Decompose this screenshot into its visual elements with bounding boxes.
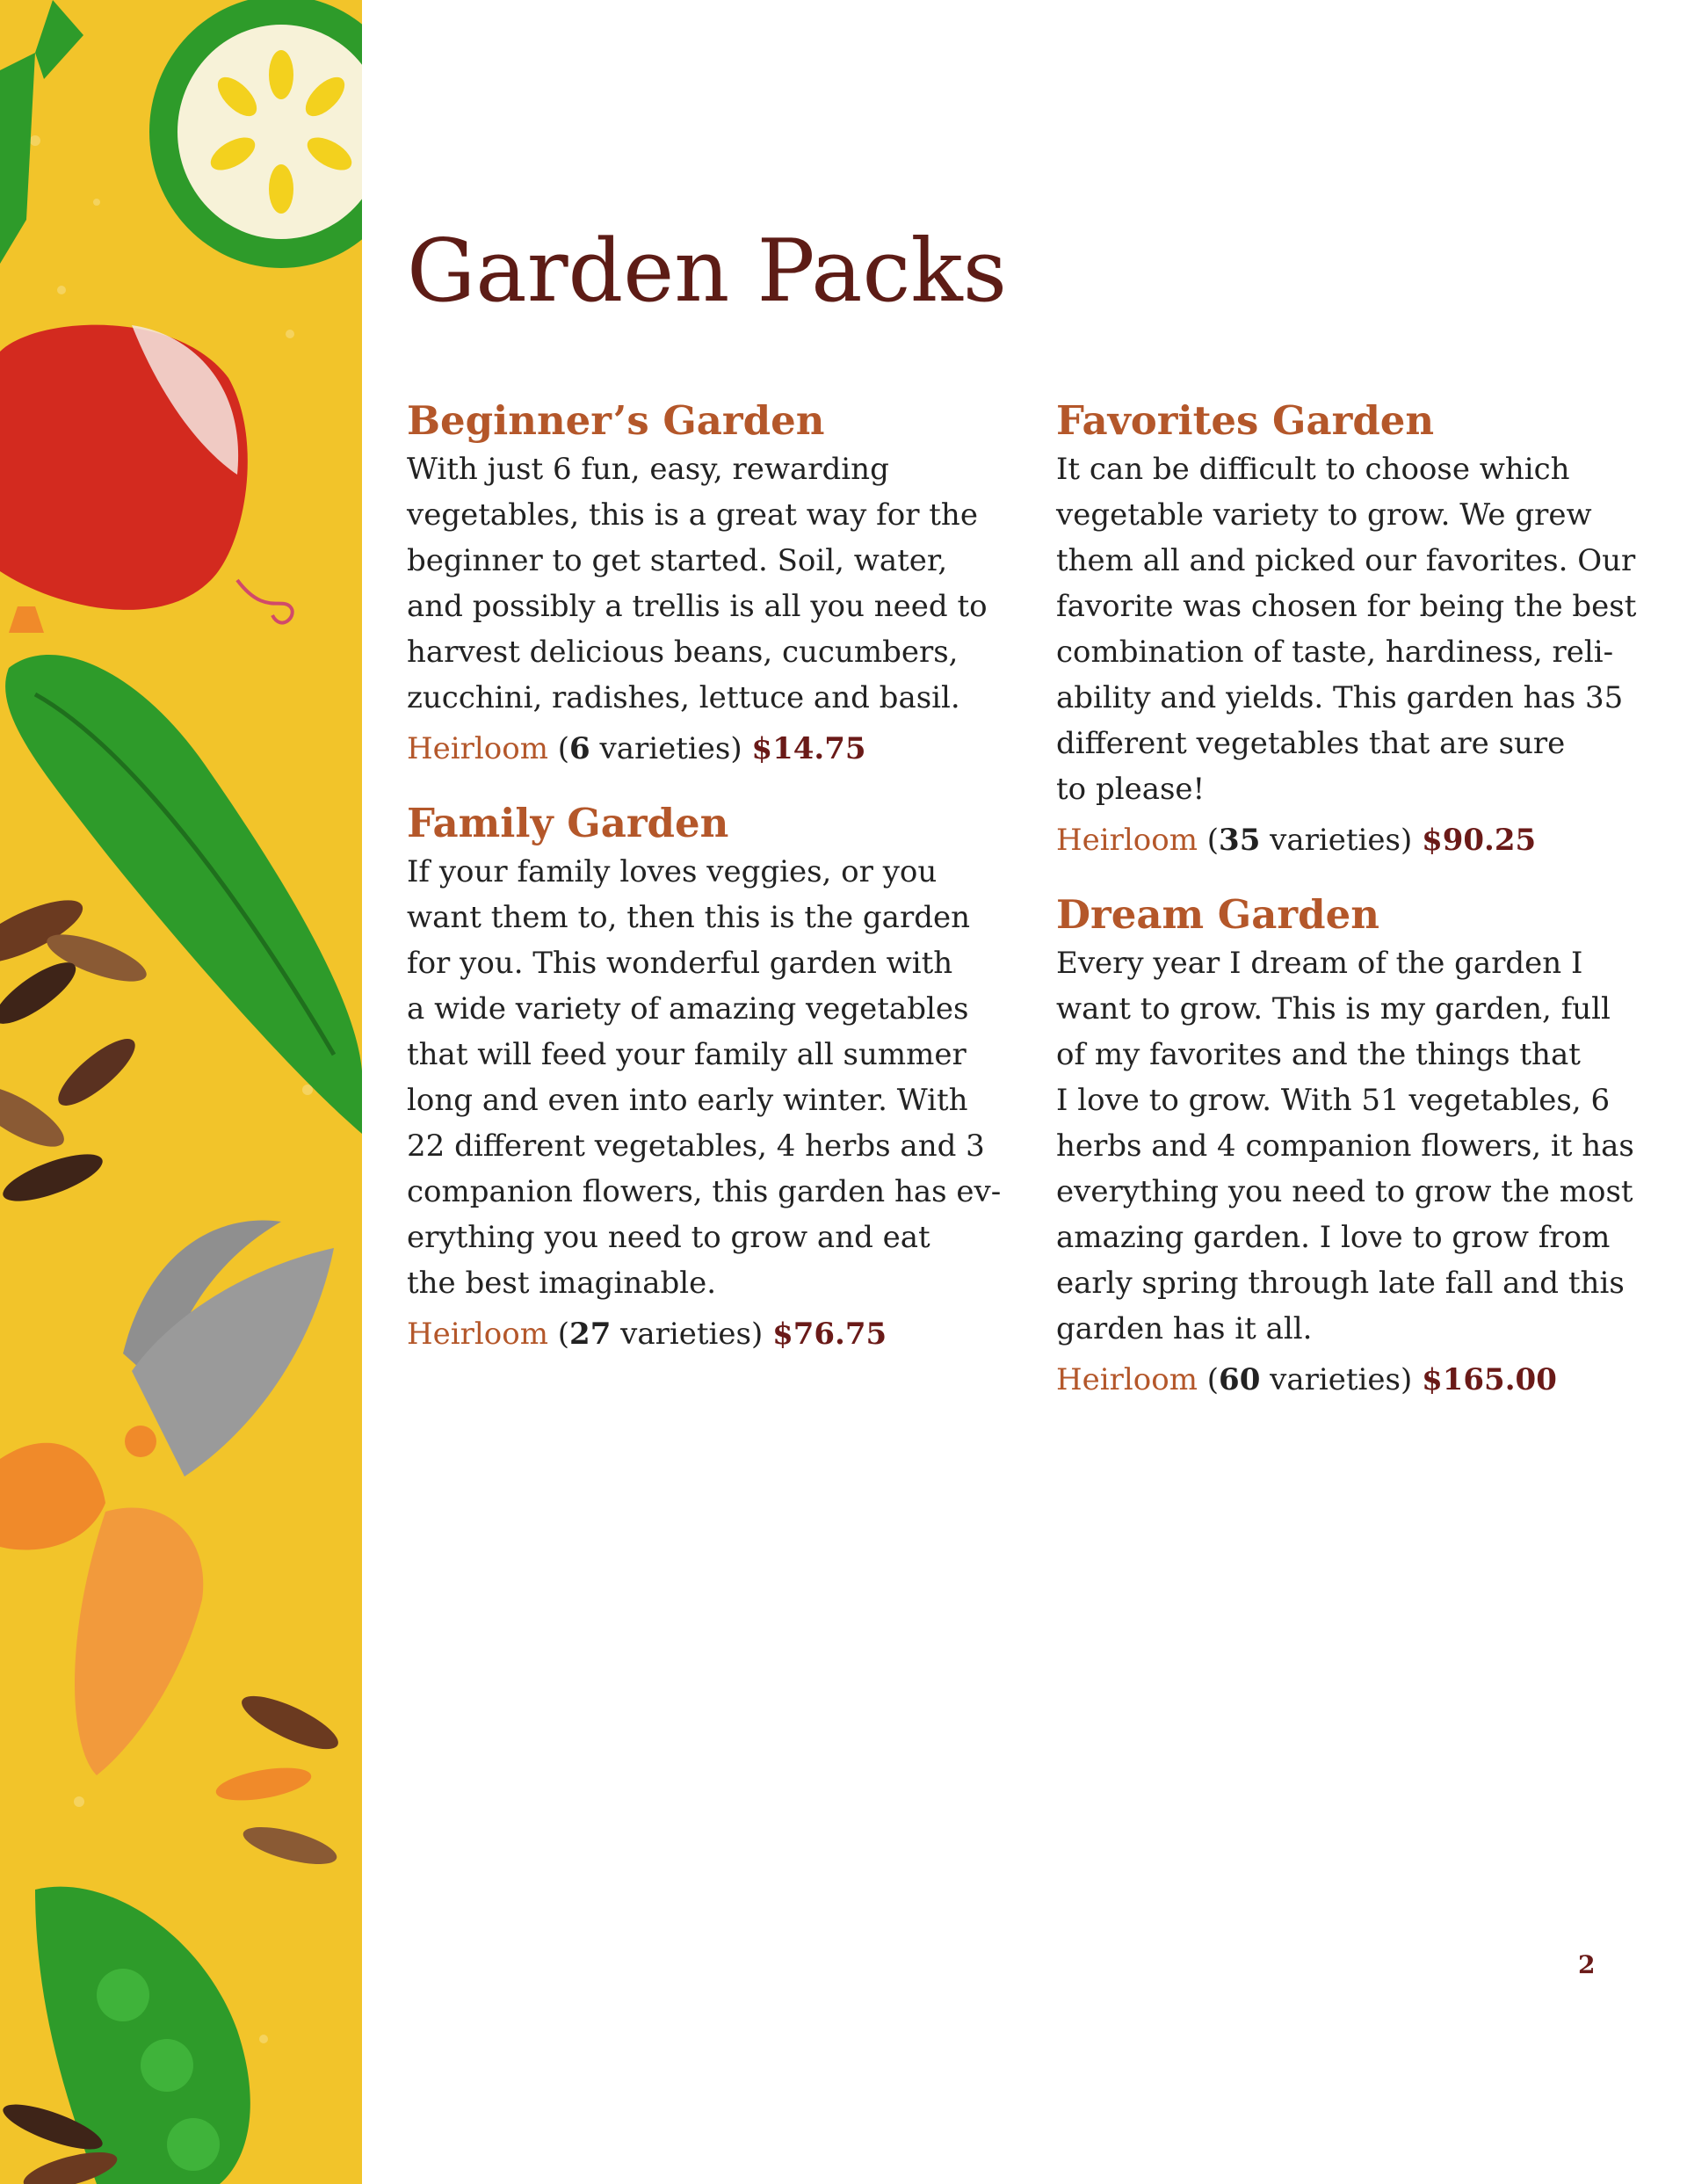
description-line: and possibly a trellis is all you need to — [407, 589, 988, 624]
variety-label: varieties) — [1260, 1362, 1423, 1397]
description-line: everything you need to grow the most — [1056, 1174, 1633, 1209]
meta-paren: ( — [1197, 1362, 1220, 1397]
pack-favorites-garden — [1056, 395, 1671, 863]
description-line: the best imaginable. — [407, 1266, 717, 1301]
description-line: vegetables, this is a great way for the — [407, 497, 978, 533]
description-line: combination of taste, hardiness, reli- — [1056, 635, 1614, 670]
description-line: harvest delicious beans, cucumbers, — [407, 635, 959, 670]
description-line: companion flowers, this garden has ev- — [407, 1174, 1002, 1209]
variety-count: 60 — [1219, 1362, 1261, 1397]
description-line: garden has it all. — [1056, 1311, 1313, 1346]
pack-type: Heirloom — [1056, 823, 1198, 858]
description-line: I love to grow. With 51 vegetables, 6 — [1056, 1083, 1611, 1118]
meta-paren: ( — [1197, 823, 1220, 858]
description-line: If your family loves veggies, or you — [407, 854, 938, 889]
description-line: Every year I dream of the garden I — [1056, 946, 1583, 981]
description-line: beginner to get started. Soil, water, — [407, 543, 948, 578]
pack-description — [1056, 446, 1671, 812]
pack-price: $76.75 — [772, 1317, 887, 1352]
description-line: a wide variety of amazing vegetables — [407, 991, 969, 1027]
variety-label: varieties) — [1260, 823, 1423, 858]
pack-meta — [407, 726, 1022, 772]
pack-title: Beginner’s Garden — [407, 397, 825, 444]
pack-meta — [1056, 1357, 1671, 1403]
pack-beginners-garden — [407, 395, 1022, 772]
description-line: want to grow. This is my garden, full — [1056, 991, 1611, 1027]
pack-price: $165.00 — [1422, 1362, 1557, 1397]
description-line: favorite was chosen for being the best — [1056, 589, 1637, 624]
description-line: long and even into early winter. With — [407, 1083, 968, 1118]
description-line: amazing garden. I love to grow from — [1056, 1220, 1611, 1255]
pack-price: $14.75 — [751, 731, 866, 766]
description-line: to please! — [1056, 772, 1206, 807]
pack-meta — [407, 1311, 1022, 1357]
left-column — [407, 395, 1022, 1383]
pack-description — [407, 849, 1022, 1306]
pack-dream-garden — [1056, 889, 1671, 1403]
description-line: different vegetables that are sure — [1056, 726, 1566, 761]
vegetable-illustration-strip — [0, 0, 362, 2184]
variety-count: 35 — [1219, 823, 1261, 858]
description-line: It can be difficult to choose which — [1056, 452, 1570, 487]
pack-family-garden — [407, 798, 1022, 1357]
description-line: erything you need to grow and eat — [407, 1220, 930, 1255]
variety-count: 27 — [569, 1317, 612, 1352]
meta-paren: ( — [547, 731, 570, 766]
pack-type: Heirloom — [407, 1317, 548, 1352]
description-line: of my favorites and the things that — [1056, 1037, 1581, 1072]
right-column — [1056, 395, 1671, 1429]
description-line: them all and picked our favorites. Our — [1056, 543, 1636, 578]
description-line: for you. This wonderful garden with — [407, 946, 953, 981]
description-line: herbs and 4 companion flowers, it has — [1056, 1128, 1634, 1164]
description-line: With just 6 fun, easy, rewarding — [407, 452, 889, 487]
description-line: vegetable variety to grow. We grew — [1056, 497, 1592, 533]
page-title: Garden Packs — [407, 221, 1008, 322]
pack-type: Heirloom — [407, 731, 548, 766]
pack-description — [1056, 940, 1671, 1352]
description-line: ability and yields. This garden has 35 — [1056, 680, 1624, 715]
pack-price: $90.25 — [1422, 823, 1537, 858]
description-line: 22 different vegetables, 4 herbs and 3 — [407, 1128, 985, 1164]
page-number: 2 — [1578, 1950, 1596, 1979]
description-line: zucchini, radishes, lettuce and basil. — [407, 680, 960, 715]
meta-paren: ( — [547, 1317, 570, 1352]
variety-label: varieties) — [590, 731, 752, 766]
description-line: early spring through late fall and this — [1056, 1266, 1625, 1301]
pack-title: Favorites Garden — [1056, 397, 1435, 444]
variety-count: 6 — [569, 731, 590, 766]
pack-meta — [1056, 817, 1671, 863]
pack-type: Heirloom — [1056, 1362, 1198, 1397]
variety-label: varieties) — [611, 1317, 773, 1352]
description-line: want them to, then this is the garden — [407, 900, 970, 935]
pack-description — [407, 446, 1022, 721]
pack-title: Family Garden — [407, 800, 729, 846]
pack-title: Dream Garden — [1056, 891, 1379, 938]
description-line: that will feed your family all summer — [407, 1037, 967, 1072]
